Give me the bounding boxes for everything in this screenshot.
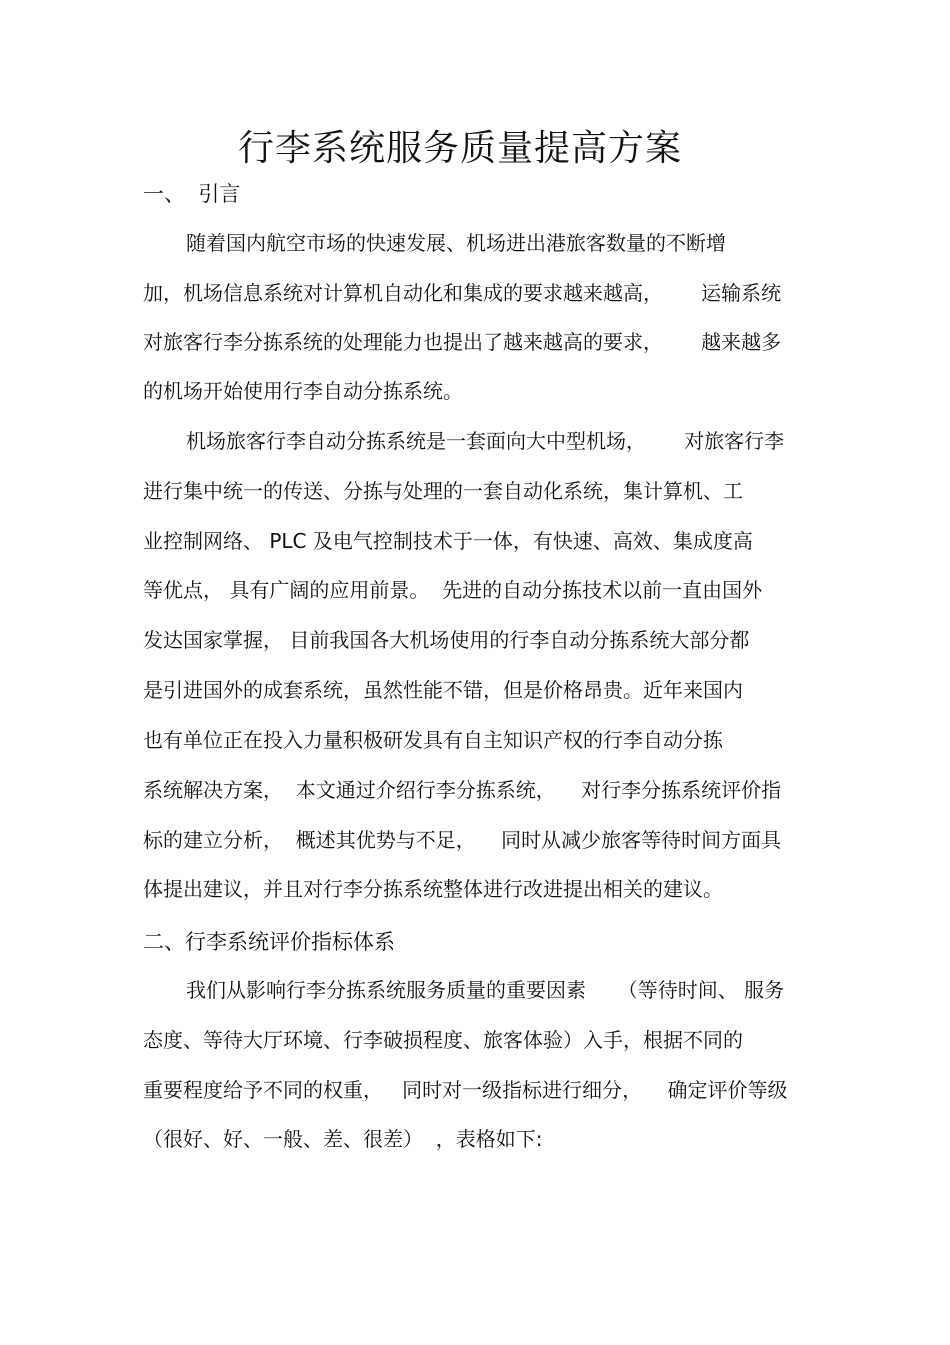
paragraph-line: 体提出建议，并且对行李分拣系统整体进行改进提出相关的建议。 [143,877,723,901]
paragraph-line: 重要程度给予不同的权重， 同时对一级指标进行细分， 确定评价等级 [143,1078,788,1102]
paragraph-line: 是引进国外的成套系统，虽然性能不错，但是价格昂贵。近年来国内 [143,678,743,702]
section-heading-introduction: 一、 引言 [143,182,241,206]
section-heading-evaluation-system: 二、行李系统评价指标体系 [143,930,395,954]
paragraph-line: 业控制网络、 PLC 及电气控制技术于一体，有快速、高效、集成度高 [143,529,753,553]
paragraph-line: 等优点， 具有广阔的应用前景。 先进的自动分拣技术以前一直由国外 [143,578,763,602]
paragraph-line: 的机场开始使用行李自动分拣系统。 [143,379,463,403]
paragraph-line: 机场旅客行李自动分拣系统是一套面向大中型机场， 对旅客行李 [186,429,785,453]
paragraph-line: 对旅客行李分拣系统的处理能力也提出了越来越高的要求， 越来越多 [143,330,782,354]
paragraph-line: 发达国家掌握， 目前我国各大机场使用的行李自动分拣系统大部分都 [143,628,750,652]
paragraph-line: 加，机场信息系统对计算机自动化和集成的要求越来越高， 运输系统 [143,281,782,305]
paragraph-line: 进行集中统一的传送、分拣与处理的一套自动化系统，集计算机、工 [143,479,743,503]
paragraph-line: 标的建立分析， 概述其优势与不足， 同时从减少旅客等待时间方面具 [143,828,782,852]
paragraph-line: 系统解决方案， 本文通过介绍行李分拣系统， 对行李分拣系统评价指 [143,778,782,802]
paragraph-line: 我们从影响行李分拣系统服务质量的重要因素 （等待时间、 服务 [186,978,785,1002]
paragraph-line: 态度、等待大厅环境、行李破损程度、旅客体验）入手，根据不同的 [143,1028,743,1052]
paragraph-line: （很好、好、一般、差、很差） ，表格如下: [143,1127,543,1151]
paragraph-line: 也有单位正在投入力量积极研发具有自主知识产权的行李自动分拣 [143,728,723,752]
paragraph-line: 随着国内航空市场的快速发展、机场进出港旅客数量的不断增 [186,231,726,255]
document-title: 行李系统服务质量提高方案 [237,128,682,169]
